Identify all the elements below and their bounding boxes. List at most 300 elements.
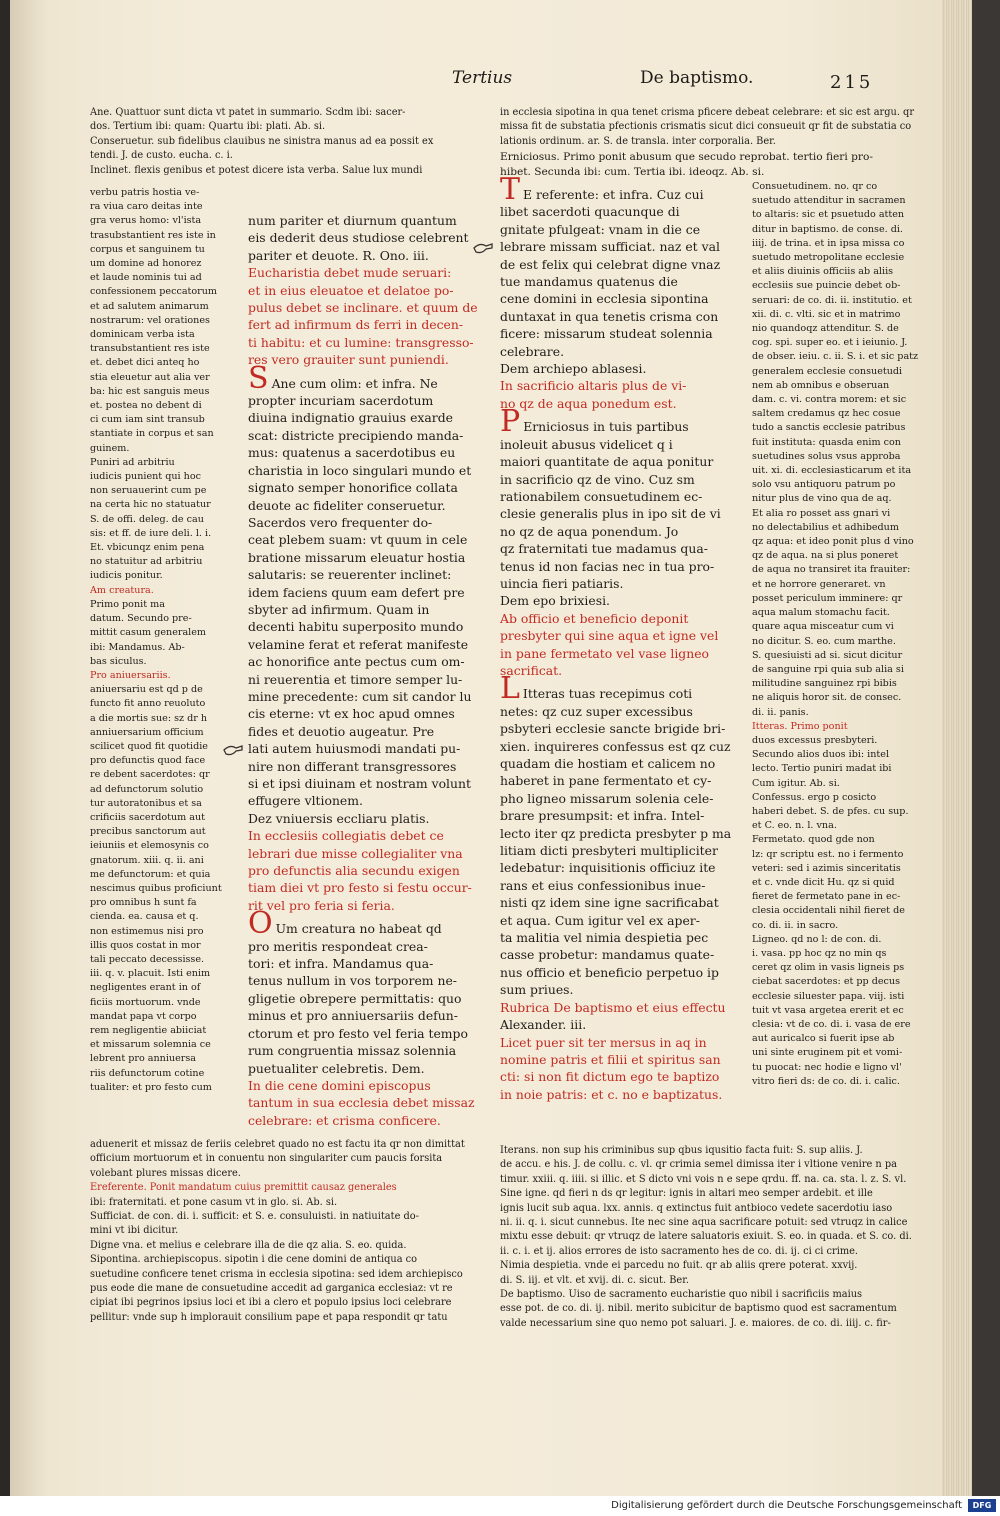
text-line: clesia: vt de co. di. i. vasa de ere (752, 1018, 911, 1030)
text-line: S. de offi. deleg. de cau (90, 513, 204, 525)
text-line (500, 343, 746, 360)
text-line: uit. xi. di. ecclesiasticarum et ita (752, 465, 912, 477)
text-line: stia eleuetur aut alia ver (90, 371, 210, 383)
line-text: bratione missarum eleuatur hostia (248, 549, 466, 565)
line-text: ni reuerentia et timore semper lu- (248, 671, 463, 687)
text-line: Primo ponit ma (90, 598, 165, 610)
text-line (500, 1068, 746, 1085)
line-text: quadam die hostiam et calicem no (500, 756, 716, 771)
text-line (248, 775, 480, 792)
decorated-initial: S (248, 360, 269, 396)
text-line: tendi. J. de custo. eucha. c. i. (90, 150, 233, 162)
text-line (500, 1086, 746, 1103)
text-line: tu puocat: nec hodie e ligno vl' (752, 1061, 902, 1073)
line-text: ledebatur: inquisitionis officiuz ite (500, 860, 716, 876)
line-text: decenti habitu superposito mundo (248, 619, 464, 635)
line-text: psbyteri ecclesie sancte brigide bri- (500, 721, 726, 737)
line-text: Alexander. iii. (500, 1017, 587, 1033)
text-line (248, 351, 480, 368)
text-line (500, 894, 746, 911)
text-line: ibi: Mandamus. Ab- (90, 641, 185, 653)
text-line: nio quandoqz attenditur. S. de (752, 323, 899, 335)
text-line (248, 810, 480, 827)
line-text: Dem archiepo ablasesi. (500, 361, 647, 377)
line-text: idem faciens quum eam defert pre (248, 584, 465, 600)
text-line: Secundo alios duos ibi: intel (752, 749, 890, 761)
text-line (500, 912, 746, 929)
text-line (500, 377, 746, 394)
text-line (500, 221, 746, 238)
line-text: rans et eius confessionibus inue- (500, 877, 706, 893)
paragraph-start-line (500, 172, 746, 207)
running-header-center: De baptismo. (640, 68, 754, 88)
text-line: mixtu esse debuit: qr vtruqz de latere saluatoris exiuit. S. eo. in quada. et S. co. di. (500, 1231, 912, 1243)
line-text: Ab officio et beneficio deponit (500, 610, 689, 626)
line-text: pho ligneo missarum solenia cele- (500, 790, 714, 806)
text-line (500, 738, 746, 755)
text-line (248, 264, 480, 281)
line-text: cene domini in ecclesia sipontina (500, 291, 709, 307)
text-line (248, 1025, 480, 1042)
text-line: dominicam verba ista (90, 329, 195, 341)
text-line (248, 392, 480, 409)
text-line: pus eode die mane de consuetudine accedit ad garganica ecclesiaz: vt re (90, 1283, 453, 1295)
manicule-icon (222, 740, 244, 762)
line-text: sum priues. (500, 982, 574, 998)
text-line (500, 575, 746, 592)
text-line: et ad salutem animarum (90, 300, 209, 312)
text-line: no delectabilius et adhibedum (752, 521, 899, 533)
line-text: scat: districte precipiendo manda- (248, 427, 464, 443)
line-text: haberet in pane fermentato et cy- (500, 773, 712, 789)
text-line (248, 282, 480, 299)
line-text: lecto iter qz predicta presbyter p ma (500, 825, 732, 841)
text-line (248, 636, 480, 653)
text-line: et aliis diuinis officiis ab aliis (752, 266, 894, 278)
line-text: ta malitia vel nimia despietia pec (500, 930, 709, 946)
line-text: nire non differant transgressores (248, 758, 457, 774)
line-text: cis eterne: vt ex hoc apud omnes (248, 706, 455, 722)
text-line (500, 558, 746, 575)
text-line: tali peccato decessisse. (90, 953, 205, 965)
line-text: tenus id non facias nec in tua pro- (500, 558, 715, 574)
line-text: tue mandamus quatenus die (500, 274, 678, 290)
text-line (500, 592, 746, 609)
text-line (248, 427, 480, 444)
line-text: qz fraternitati tue madamus qua- (500, 541, 708, 557)
text-line: aniuersariu est qd p de (90, 684, 203, 696)
line-text: pulus debet se inclinare. et quum de (248, 300, 478, 316)
line-text: et in eius eleuatoe et delatoe po- (248, 282, 454, 298)
text-line: suetudine conficere tenet crisma in ecclesia sipotina: sed idem archiepisco (90, 1268, 463, 1280)
decorated-initial: P (500, 404, 521, 440)
text-line: Consuetudinem. no. qr co (752, 181, 878, 192)
text-line: in ecclesia sipotina in qua tenet crisma pficere debeat celebrare: et sic est argu. qr (500, 107, 914, 118)
bottom-right-gloss (500, 1144, 924, 1331)
top-left-gloss (90, 106, 482, 178)
text-line: to altaris: sic et psuetudo atten (752, 209, 905, 221)
text-line: sis: et ff. de iure deli. l. i. (90, 527, 212, 539)
text-line: re debent sacerdotes: qr (90, 769, 210, 781)
digitization-footer (0, 1496, 1000, 1516)
line-text: Sacerdos vero frequenter do- (248, 514, 433, 530)
line-text: pro meritis respondeat crea- (248, 938, 428, 954)
line-text: celebrare: et crisma conficere. (248, 1112, 441, 1128)
text-line: no dicitur. S. eo. cum marthe. (752, 635, 896, 647)
text-line: quare aqua misceatur cum vi (752, 621, 894, 633)
text-line: officium mortuorum et in conuentu non singulariter cum paucis forsita (90, 1153, 443, 1165)
text-line: et. debet dici anteq ho (90, 357, 200, 369)
text-line: mittit casum generalem (90, 627, 207, 639)
text-line: Inclinet. flexis genibus et potest dicere ista verba. Salue lux mundi (90, 164, 423, 176)
line-text: si et ipsi diuinam et nostram volunt (248, 776, 471, 791)
text-line: Conseruetur. sub fidelibus clauibus ne sinistra manus ad ea possit ex (90, 135, 434, 147)
text-line: Nimia despietia. vnde ei parcedu no fuit. qr ab aliis qrere poterat. xxvij. (500, 1260, 858, 1272)
line-text: et aqua. Cum igitur vel ex aper- (500, 912, 700, 928)
line-text: ficere: missarum studeat solennia (500, 326, 713, 342)
text-line: iudicis ponitur. (90, 570, 163, 582)
text-line: Ereferente. Ponit mandatum cuius premittit causaz generales (90, 1182, 397, 1194)
text-line (500, 505, 746, 522)
text-line (500, 395, 746, 412)
page-edge-stack (942, 0, 972, 1496)
text-line: ne aliquis horor sit. de consec. (752, 692, 902, 704)
text-line (500, 790, 746, 807)
text-line (500, 981, 746, 998)
text-line (500, 1051, 746, 1068)
text-line: co. di. ii. in sacro. (752, 919, 839, 931)
text-line: pro defunctis quod face (90, 755, 206, 767)
text-line (500, 256, 746, 273)
text-line (500, 946, 746, 963)
line-text: rit vel pro feria si feria. (248, 897, 395, 913)
text-line (248, 444, 480, 461)
text-line (248, 671, 480, 688)
line-text: rum congruentia missaz solennia (248, 1043, 457, 1059)
line-text: no qz de aqua ponedum est. (500, 395, 677, 411)
text-line: nitur plus de vino qua de aq. (752, 493, 892, 505)
text-line (500, 610, 746, 627)
line-text: charistia in loco singulari mundo et (248, 462, 472, 478)
text-line: um domine ad honorez (90, 258, 202, 270)
text-line: et C. eo. n. l. vna. (752, 820, 837, 832)
line-text: tori: et infra. Mandamus qua- (248, 956, 434, 972)
line-text: fides et deuotio augeatur. Pre (248, 723, 435, 739)
text-line: nescimus quibus proficiunt (90, 882, 222, 894)
text-line (248, 740, 480, 757)
text-line (248, 618, 480, 635)
line-text: cti: si non fit dictum ego te baptizo (500, 1069, 720, 1085)
line-text: ac honorifice ante pectus cum om- (248, 654, 465, 670)
text-line: confessionem peccatorum (90, 286, 218, 298)
text-line: aut auricalco si fuerit ipse ab (752, 1033, 895, 1045)
text-line: functo fit anno reuoluto (90, 698, 206, 710)
text-line (248, 990, 480, 1007)
text-line: di. S. iij. et vlt. et xvij. di. c. sicut. Ber. (500, 1274, 689, 1286)
text-line: lecto. Tertio puniri madat ibi (752, 763, 892, 775)
text-line (500, 203, 746, 220)
text-line: bas siculus. (90, 655, 147, 667)
text-line: timur. xxiii. q. iiii. si illic. et S dicto vni vois n e sepe qrdu. ff. na. ca. sta. l. z. S. vl. (500, 1173, 907, 1185)
line-text: Dem epo brixiesi. (500, 593, 610, 609)
line-text: nisti qz idem sine igne sacrificabat (500, 895, 719, 911)
text-line: tualiter: et pro festo cum (90, 1081, 212, 1093)
text-line: qz aqua: et ideo ponit plus d vino (752, 536, 914, 548)
text-line (248, 1007, 480, 1024)
text-line: de aqua no transiret ita frauiter: (752, 564, 911, 576)
line-text: diuina indignatio grauius exarde (248, 410, 453, 426)
text-line (248, 497, 480, 514)
text-line: ni. ii. q. i. sicut cunnebus. Ite nec sine aqua sacrificare potuit: sed vtruqz in calice (500, 1217, 908, 1229)
line-text: eis dederit deus studiose celebrent (248, 230, 469, 246)
text-line: datum. Secundo pre- (90, 613, 192, 625)
line-text: ctorum et pro festo vel feria tempo (248, 1025, 468, 1041)
text-line: solo vsu antiquoru patrum po (752, 479, 896, 491)
line-text: signato semper honorifice collata (248, 480, 458, 496)
line-text: pariter et deuote. R. Ono. iii. (248, 247, 429, 263)
text-line: suetudines solus vsus approba (752, 450, 901, 462)
text-line: non seruauerint cum pe (90, 485, 207, 497)
line-text: In ecclesiis collegiatis debet ce (248, 828, 444, 844)
text-line: transubstantient res iste (90, 343, 210, 355)
text-line: Am creatura. (90, 584, 154, 596)
text-line: pellitur: vnde sup h implorauit consilium pape et papa respondit qr tatu (90, 1311, 448, 1323)
text-line (500, 964, 746, 981)
text-line (248, 938, 480, 955)
text-line: suetudo metropolitane ecclesie (752, 252, 905, 264)
text-line (500, 929, 746, 946)
text-line: Confessus. ergo p cosicto (752, 791, 877, 803)
line-text: tiam diei vt pro festo si festu occur- (248, 880, 472, 896)
text-line (500, 290, 746, 307)
text-line: ci cum iam sint transub (90, 414, 205, 426)
text-line: ba: hic est sanguis meus (90, 385, 210, 397)
text-line: et ne horrore generaret. vn (752, 578, 886, 590)
text-line: saltem credamus qz hec cosue (752, 408, 901, 420)
text-line (248, 827, 480, 844)
text-line: ignis lucit sub aqua. lxx. annis. q extinctus fuit antbioco vedete sacerdotiu iaso (500, 1202, 893, 1214)
text-line: scilicet quod fit quotidie (90, 740, 208, 752)
text-line (248, 409, 480, 426)
text-line: ceret qz olim in vasis ligneis ps (752, 962, 905, 974)
text-line (500, 859, 746, 876)
text-line: valde necessarium sine quo nemo pot saluari. J. e. maiores. de co. di. iiij. c. fir- (500, 1317, 891, 1329)
text-line: tur autoratonibus et sa (90, 797, 202, 809)
text-line: de obser. ieiu. c. ii. S. i. et sic patz (752, 351, 919, 363)
text-line: precibus sanctorum aut (90, 826, 206, 838)
text-line (248, 462, 480, 479)
text-line (248, 531, 480, 548)
text-line (248, 229, 480, 246)
text-line: mini vt ibi dicitur. (90, 1225, 179, 1237)
line-text: no qz de aqua ponendum. Jo (500, 523, 679, 539)
line-text: lebrari due misse collegialiter vna (248, 845, 463, 861)
text-line: rem negligentie abiiciat (90, 1024, 207, 1036)
text-line: Iterans. non sup his criminibus sup qbus iqusitio facta fuit: S. sup aliis. J. (500, 1145, 863, 1156)
text-line: iii. q. v. placuit. Isti enim (90, 968, 211, 980)
text-line: pro omnibus h sunt fa (90, 897, 197, 909)
line-text: salutaris: se reuerenter inclinet: (248, 567, 452, 583)
text-line: Sine igne. qd fieri n ds qr legitur: ignis in altari meo semper ardebit. et ille (500, 1188, 873, 1200)
text-line (500, 238, 746, 255)
text-line: clesia occidentali nihil fieret de (752, 905, 905, 917)
line-text: effugere vltionem. (248, 793, 363, 809)
text-line (500, 453, 746, 470)
line-text: E referente: et infra. Cuz cui (523, 187, 704, 202)
line-text: nus officio et beneficio perpetuo ip (500, 964, 719, 980)
line-text: res vero grauiter sunt puniendi. (248, 352, 449, 368)
text-line (248, 688, 480, 705)
text-line: cienda. ea. causa et q. (90, 911, 199, 923)
text-line (248, 212, 480, 229)
text-line (248, 705, 480, 722)
text-line: riis defunctorum cotine (90, 1067, 205, 1079)
text-line (500, 488, 746, 505)
text-line: vitro fieri ds: de co. di. i. calic. (752, 1075, 900, 1087)
text-line: Fermetato. quod gde non (752, 834, 875, 846)
main-text-column-1 (248, 212, 480, 1129)
text-line: Et alia ro posset ass gnari vi (752, 507, 891, 519)
text-line: anniuersarium officium (90, 726, 204, 738)
text-line (500, 325, 746, 342)
text-line: Sufficiat. de con. di. i. sufficit: et S. e. consuluisti. in natiuitate do- (90, 1211, 419, 1223)
text-line: ii. c. i. et ij. alios errores de isto sacramento hes de co. di. ij. ci ci crime. (500, 1245, 859, 1257)
text-line (500, 772, 746, 789)
line-text: velamine ferat et referat manifeste (248, 636, 469, 652)
text-line: i. vasa. pp hoc qz no min qs (752, 947, 887, 959)
line-text: Erniciosus in tuis partibus (523, 419, 689, 435)
text-line (248, 601, 480, 618)
text-line: ibi: fraternitati. et pone casum vt in glo. si. Ab. si. (90, 1196, 338, 1208)
line-text: mine precedente: cum sit candor lu (248, 688, 472, 704)
text-line: veteri: sed i azimis sinceritatis (752, 862, 901, 874)
line-text: Erniciosus. Primo ponit abusum que secudo reprobat. tertio fieri pro- (500, 151, 873, 163)
text-line: S. quesiuisti ad si. sicut dicitur (752, 649, 903, 661)
paragraph-start-line (248, 906, 480, 942)
text-line: Digne vna. et melius e celebrare illa de die qz alia. S. eo. quida. (90, 1239, 407, 1251)
line-text: in sacrificio qz de vino. Cuz sm (500, 471, 695, 487)
line-text: In die cene domini episcopus (248, 1077, 431, 1093)
text-line: gnatorum. xiii. q. ii. ani (90, 854, 204, 866)
text-line (500, 1034, 746, 1051)
line-text: minus et pro anniuersariis defun- (248, 1008, 458, 1024)
text-line (248, 879, 480, 896)
text-line: volebant plures missas dicere. (90, 1167, 241, 1179)
line-text: in noie patris: et c. no e baptizatus. (500, 1086, 723, 1102)
text-line: Cum igitur. Ab. si. (752, 777, 840, 789)
left-gloss-column (90, 186, 240, 1095)
dfg-logo: DFG (968, 1499, 996, 1512)
text-line: ad defunctorum solutio (90, 783, 204, 795)
text-line: xii. di. c. vlti. sic et in matrimo (752, 308, 901, 320)
text-line (248, 479, 480, 496)
line-text: sacrificat. (500, 662, 563, 678)
line-text: libet sacerdoti quacunque di (500, 204, 680, 220)
text-line: Itteras. Primo ponit (752, 720, 848, 732)
line-text: brare presumpsit: et infra. Intel- (500, 808, 705, 824)
line-text: maiori quantitate de aqua ponitur (500, 454, 714, 470)
text-line (248, 897, 480, 914)
text-line (500, 703, 746, 720)
text-line: generalem ecclesie consuetudi (752, 365, 903, 377)
line-text: casse probetur: mandamus quate- (500, 947, 715, 963)
text-line: non estimemus nisi pro (90, 925, 204, 937)
paragraph-start-line (500, 404, 746, 440)
line-text: Itteras tuas recepimus coti (522, 686, 693, 702)
line-text: netes: qz cuz super excessibus (500, 703, 693, 719)
text-line (500, 627, 746, 644)
text-line: iiij. de trina. et in ipsa missa co (752, 237, 905, 249)
text-line: aqua malum stomachu facit. (752, 607, 890, 619)
line-text: propter incuriam sacerdotum (248, 393, 434, 409)
line-text: fert ad infirmum ds ferri in decen- (248, 317, 464, 333)
text-line (500, 308, 746, 325)
text-line (500, 273, 746, 290)
text-line (248, 566, 480, 583)
text-line (500, 755, 746, 772)
line-text: de est felix qui celebrat digne vnaz (500, 256, 721, 272)
line-text: puetualiter celebretis. Dem. (248, 1060, 425, 1076)
text-line: lz: qr scriptu est. no i fermento (752, 848, 904, 860)
text-line: aduenerit et missaz de feriis celebret quado no est factu ita qr non dimittat (90, 1139, 465, 1150)
text-line: tudo a sanctis ecclesie patribus (752, 422, 906, 434)
text-line: no statuitur ad arbitriu (90, 556, 203, 568)
line-text: In sacrificio altaris plus de vi- (500, 378, 687, 394)
text-line (248, 549, 480, 566)
text-line (248, 299, 480, 316)
text-line: suetudo attenditur in sacramen (752, 195, 906, 207)
line-text: ti habitu: et cu lumine: transgresso- (248, 334, 474, 350)
text-line (248, 247, 480, 264)
line-text: uincia fieri patiaris. (500, 575, 624, 591)
text-line: seruari: de co. di. ii. institutio. et (752, 294, 912, 306)
line-text: deuote ac fideliter conseruetur. (248, 497, 446, 513)
text-line (500, 1016, 746, 1033)
text-line: Ane. Quattuor sunt dicta vt patet in summario. Scdm ibi: sacer- (90, 107, 406, 118)
bottom-left-gloss (90, 1138, 482, 1325)
funding-notice: Digitalisierung gefördert durch die Deutsche Forschungsgemeinschaft (611, 1500, 962, 1511)
text-line: Puniri ad arbitriu (90, 456, 175, 468)
text-line: cipiat ibi pegrinos ipsius loci et ibi a clero et populo ipsius loci celebrare (90, 1297, 452, 1309)
text-line (248, 1094, 480, 1111)
text-line (500, 436, 746, 453)
right-gloss-column (752, 180, 924, 1089)
text-line: esse pot. de co. di. ij. nibil. merito subicitur de baptismo quod est sacramentum (500, 1303, 897, 1315)
text-line: haberi debet. S. de pfes. cu sup. (752, 805, 909, 817)
text-line: verbu patris hostia ve- (90, 187, 200, 198)
text-line: ficiis mortuorum. vnde (90, 996, 201, 1008)
text-line: negligentes erant in of (90, 982, 201, 994)
line-text: pro defunctis alia secundu exigen (248, 863, 460, 879)
line-text: presbyter qui sine aqua et igne vel (500, 628, 719, 644)
text-line (248, 1077, 480, 1094)
line-text: nomine patris et filii et spiritus san (500, 1051, 721, 1067)
text-line (500, 842, 746, 859)
line-text: Dez vniuersis eccliaru platis. (248, 810, 430, 826)
text-line: dos. Tertium ibi: quam: Quartu ibi: plati. Ab. si. (90, 121, 326, 133)
line-text: lati autem huiusmodi mandati pu- (248, 741, 461, 757)
text-line: lebrent pro anniuersa (90, 1053, 197, 1065)
line-text: tenus nullum in vos torporem ne- (248, 973, 457, 989)
text-line: fieret de fermetato pane in ec- (752, 891, 901, 903)
text-line: Et. vbicunqz enim pena (90, 542, 205, 554)
text-line: uni sinte eruginem pit et vomi- (752, 1047, 903, 1059)
text-line: guinem. (90, 442, 130, 454)
text-line (500, 150, 873, 165)
text-line: Ligneo. qd no l: de con. di. (752, 933, 882, 945)
text-line (500, 165, 765, 180)
text-line (248, 316, 480, 333)
